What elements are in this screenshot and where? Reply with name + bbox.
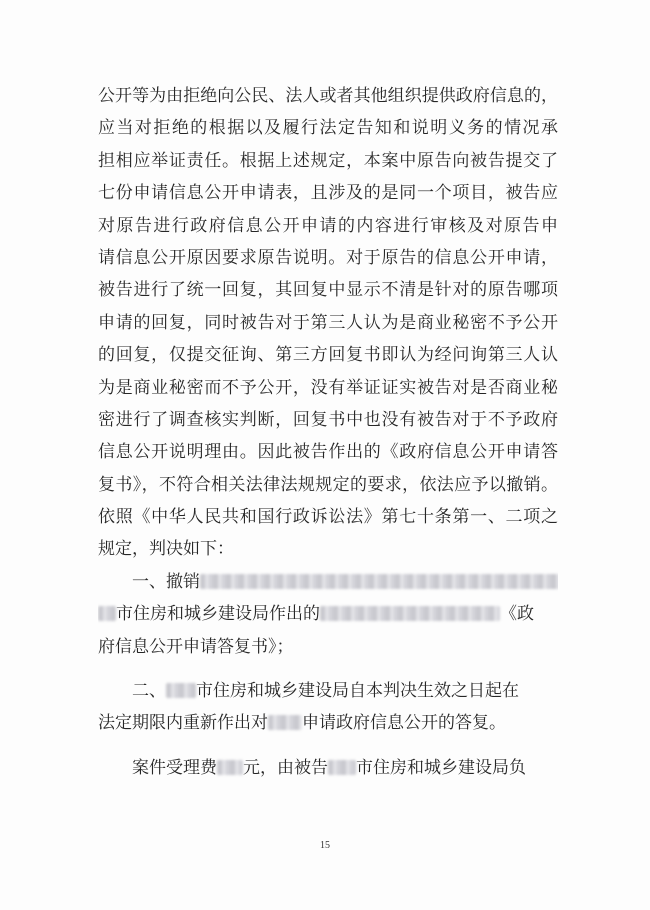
court-fee-mid: 元，由被告 bbox=[243, 757, 328, 778]
paragraph-line-8: 申请的回复，同时被告对于第三人认为是商业秘密不予公开 bbox=[98, 312, 558, 333]
redacted-text bbox=[166, 683, 196, 698]
judgment-item-1-line-1 bbox=[98, 566, 558, 598]
paragraph-gap bbox=[98, 663, 558, 675]
paragraph-line-10: 为是商业秘密而不予公开，没有举证证实被告对是否商业秘 bbox=[98, 377, 558, 398]
paragraph-gap bbox=[98, 740, 558, 752]
paragraph-line-3: 担相应举证责任。根据上述规定，本案中原告向被告提交了 bbox=[98, 150, 558, 171]
paragraph-line-5: 对原告进行政府信息公开申请的内容进行审核及对原告申 bbox=[98, 215, 558, 236]
judgment-item-2-line-1 bbox=[98, 675, 558, 707]
paragraph-line-11: 密进行了调查核实判断，回复书中也没有被告对于不予政府 bbox=[98, 409, 558, 430]
page-number: 15 bbox=[320, 840, 330, 851]
item-2-deadline: 法定期限内重新作出对 bbox=[98, 713, 268, 734]
paragraph-line-14: 依照《中华人民共和国行政诉讼法》第七十条第一、二项之 bbox=[98, 507, 558, 528]
item-1-authority: 市住房和城乡建设局作出的 bbox=[116, 604, 320, 625]
judgment-item-2-line-2 bbox=[98, 707, 558, 739]
item-2-reply: 申请政府信息公开的答复。 bbox=[302, 713, 506, 734]
item-2-text: 市住房和城乡建设局自本判决生效之日起在 bbox=[196, 681, 519, 702]
redacted-text bbox=[328, 760, 356, 775]
court-fee-line bbox=[98, 752, 558, 784]
redacted-text bbox=[98, 606, 116, 621]
judgment-item-1-line-2 bbox=[98, 598, 558, 630]
item-1-doc-start: 《政 bbox=[500, 604, 534, 625]
redacted-text bbox=[200, 574, 558, 589]
paragraph-line-15: 规定，判决如下： bbox=[98, 539, 234, 560]
court-fee-prefix: 案件受理费 bbox=[132, 757, 217, 778]
paragraph-line-9: 的回复，仅提交征询、第三方回复书即认为经问询第三人认 bbox=[98, 345, 558, 366]
redacted-text bbox=[268, 715, 302, 730]
paragraph-line-4: 七份申请信息公开申请表，且涉及的是同一个项目，被告应 bbox=[98, 183, 558, 204]
item-2-prefix: 二、 bbox=[132, 681, 166, 702]
paragraph-line-7: 被告进行了统一回复，其回复中显示不清是针对的原告哪项 bbox=[98, 280, 558, 301]
redacted-text bbox=[217, 760, 243, 775]
redacted-text bbox=[320, 606, 500, 621]
paragraph-line-12: 信息公开说明理由。因此被告作出的《政府信息公开申请答 bbox=[98, 442, 558, 463]
item-1-prefix: 一、撤销 bbox=[132, 571, 200, 592]
judgment-body bbox=[98, 80, 558, 784]
judgment-item-1-line-3: 府信息公开申请答复书》； bbox=[98, 636, 294, 657]
paragraph-line-13: 复书》，不符合相关法律法规规定的要求，依法应予以撤销。 bbox=[98, 474, 558, 495]
paragraph-line-1: 公开等为由拒绝向公民、法人或者其他组织提供政府信息的， bbox=[98, 86, 558, 106]
paragraph-line-2: 应当对拒绝的根据以及履行法定告知和说明义务的情况承 bbox=[98, 118, 558, 139]
court-fee-end: 市住房和城乡建设局负 bbox=[356, 757, 526, 778]
paragraph-line-6: 请信息公开原因要求原告说明。对于原告的信息公开申请， bbox=[98, 247, 558, 268]
